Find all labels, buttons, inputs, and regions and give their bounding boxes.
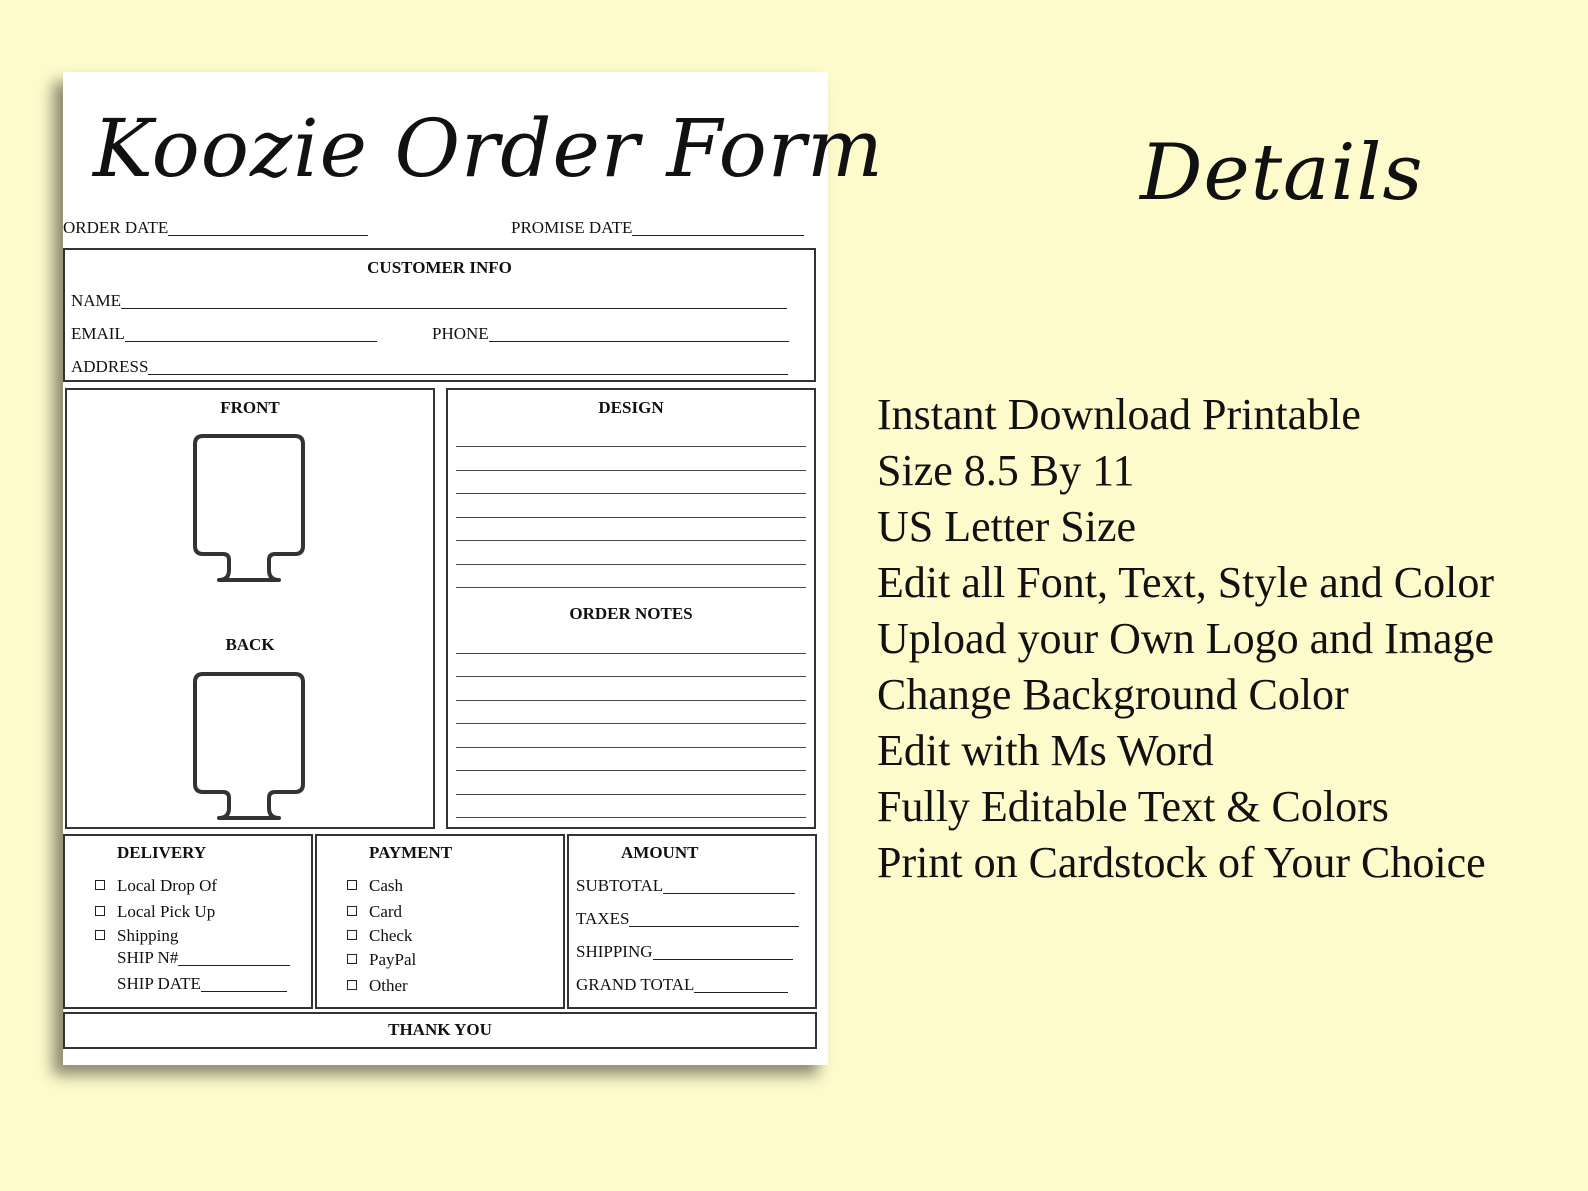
email-line	[125, 326, 377, 342]
notes-line[interactable]	[456, 700, 806, 701]
checkbox-icon[interactable]	[347, 980, 357, 990]
order-notes-label: ORDER NOTES	[569, 604, 693, 623]
grand-total-label: GRAND TOTAL	[576, 975, 695, 994]
order-date-label: ORDER DATE	[63, 218, 169, 237]
payment-option[interactable]: Cash	[347, 876, 403, 896]
taxes-field[interactable]	[576, 909, 799, 929]
amount-heading: AMOUNT	[621, 843, 699, 862]
design-notes-box	[446, 388, 816, 829]
notes-line[interactable]	[456, 817, 806, 818]
grand-total-line	[694, 977, 788, 993]
name-field[interactable]	[71, 291, 787, 311]
checkbox-icon[interactable]	[347, 880, 357, 890]
ship-date-label: SHIP DATE	[117, 974, 201, 993]
ship-date-line	[201, 976, 287, 992]
payment-box	[315, 834, 565, 1009]
checkbox-icon[interactable]	[95, 880, 105, 890]
feature-item: Fully Editable Text & Colors	[877, 782, 1389, 831]
details-title: Details	[1140, 128, 1424, 218]
phone-label: PHONE	[432, 324, 489, 343]
design-line[interactable]	[456, 470, 806, 471]
subtotal-field[interactable]	[576, 876, 795, 896]
payment-option[interactable]: PayPal	[347, 950, 416, 970]
design-line[interactable]	[456, 564, 806, 565]
checkbox-icon[interactable]	[347, 930, 357, 940]
design-label: DESIGN	[598, 398, 664, 417]
checkbox-icon[interactable]	[95, 906, 105, 916]
checkbox-icon[interactable]	[95, 930, 105, 940]
grand-total-field[interactable]	[576, 975, 788, 995]
form-title: Koozie Order Form	[93, 102, 884, 195]
shipping-field[interactable]	[576, 942, 793, 962]
ship-date-field[interactable]	[117, 974, 287, 994]
front-back-box	[65, 388, 435, 829]
payment-option[interactable]: Card	[347, 902, 402, 922]
design-line[interactable]	[456, 587, 806, 588]
checkbox-icon[interactable]	[347, 954, 357, 964]
promise-date-line	[632, 220, 804, 236]
notes-line[interactable]	[456, 794, 806, 795]
front-label: FRONT	[220, 398, 280, 417]
subtotal-line	[663, 878, 795, 894]
payment-heading: PAYMENT	[369, 843, 453, 862]
ship-number-field[interactable]	[117, 948, 290, 968]
thank-you-text: THANK YOU	[388, 1020, 492, 1039]
payment-option[interactable]: Other	[347, 976, 408, 996]
customer-info-heading: CUSTOMER INFO	[367, 258, 512, 277]
ship-number-line	[178, 950, 290, 966]
promise-date-label: PROMISE DATE	[511, 218, 633, 237]
design-line[interactable]	[456, 540, 806, 541]
taxes-line	[629, 911, 799, 927]
feature-item: Upload your Own Logo and Image	[877, 614, 1495, 663]
notes-line[interactable]	[456, 653, 806, 654]
koozie-front-icon	[191, 434, 307, 584]
design-line[interactable]	[456, 493, 806, 494]
feature-item: Print on Cardstock of Your Choice	[877, 838, 1486, 887]
order-date-field[interactable]	[63, 218, 368, 238]
feature-item: US Letter Size	[877, 502, 1137, 551]
address-field[interactable]	[71, 357, 788, 377]
amount-box	[567, 834, 817, 1009]
address-label: ADDRESS	[71, 357, 149, 376]
feature-item: Change Background Color	[877, 670, 1349, 719]
taxes-label: TAXES	[576, 909, 630, 928]
delivery-option[interactable]: Local Drop Of	[95, 876, 217, 896]
feature-item: Edit with Ms Word	[877, 726, 1214, 775]
subtotal-label: SUBTOTAL	[576, 876, 664, 895]
email-label: EMAIL	[71, 324, 125, 343]
feature-item: Size 8.5 By 11	[877, 446, 1135, 495]
delivery-heading: DELIVERY	[117, 843, 207, 862]
address-line	[148, 359, 788, 375]
order-form-sheet	[63, 72, 884, 1065]
shipping-label: SHIPPING	[576, 942, 653, 961]
name-line	[121, 293, 787, 309]
notes-line[interactable]	[456, 770, 806, 771]
name-label: NAME	[71, 291, 122, 310]
design-line[interactable]	[456, 517, 806, 518]
design-line[interactable]	[456, 446, 806, 447]
phone-line	[489, 326, 789, 342]
customer-info-box	[63, 248, 816, 382]
delivery-option[interactable]: Local Pick Up	[95, 902, 215, 922]
promise-date-field[interactable]	[511, 218, 804, 238]
feature-item: Edit all Font, Text, Style and Color	[877, 558, 1494, 607]
phone-field[interactable]	[432, 324, 789, 344]
shipping-line	[653, 944, 793, 960]
back-label: BACK	[225, 635, 275, 654]
koozie-back-icon	[191, 672, 307, 822]
thank-you-box	[63, 1012, 817, 1049]
notes-line[interactable]	[456, 676, 806, 677]
feature-list	[877, 387, 1494, 891]
notes-line[interactable]	[456, 747, 806, 748]
checkbox-icon[interactable]	[347, 906, 357, 916]
delivery-box	[63, 834, 313, 1009]
notes-line[interactable]	[456, 723, 806, 724]
payment-option[interactable]: Check	[347, 926, 412, 946]
email-field[interactable]	[71, 324, 377, 344]
ship-number-label: SHIP N#	[117, 948, 179, 967]
order-date-line	[168, 220, 368, 236]
feature-item: Instant Download Printable	[877, 390, 1361, 439]
delivery-option[interactable]: Shipping	[95, 926, 178, 946]
